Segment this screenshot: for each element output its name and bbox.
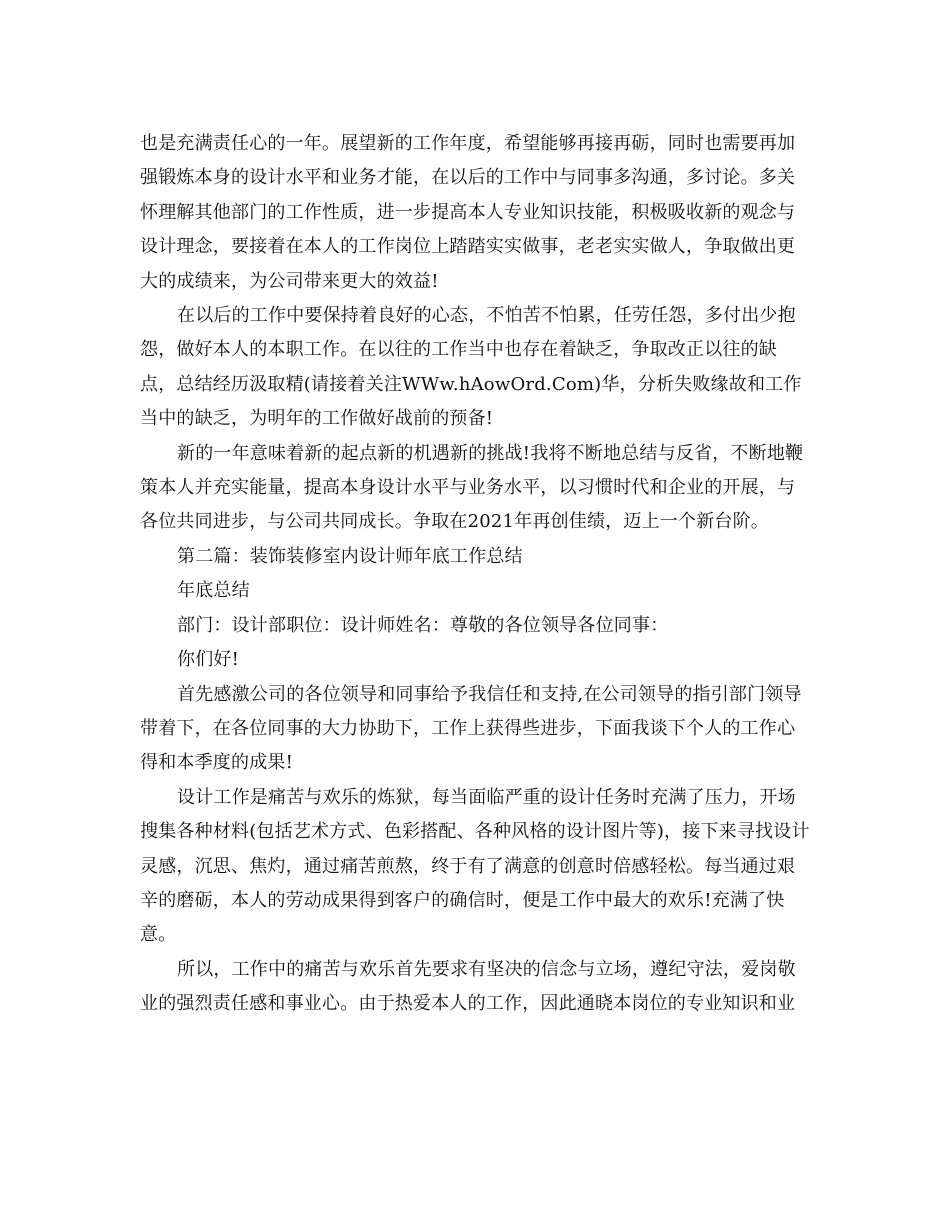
subtitle: 年底总结: [177, 580, 250, 602]
section-heading: 第二篇：装饰装修室内设计师年底工作总结: [177, 545, 523, 567]
paragraph-6: 所以，工作中的痛苦与欢乐首先要求有坚决的信念与立场，遵纪守法，爱岗敬业的强烈责任感和事业心。由于热爱本人的工作，因此通晓本岗位的专业知识和业: [140, 958, 796, 1015]
header-info-line: 部门：设计部职位：设计师姓名：尊敬的各位领导各位同事：: [177, 614, 669, 636]
paragraph-3: 新的一年意味着新的起点新的机遇新的挑战!我将不断地总结与反省，不断地鞭策本人并充实能量，提高本身设计水平与业务水平，以习惯时代和企业的开展，与各位共同进步，与公司共同成长。争取在2021年再创佳绩，迈上一个新台阶。: [140, 442, 804, 533]
paragraph-4: 首先感激公司的各位领导和同事给予我信任和支持,在公司领导的指引部门领导带着下，在各位同事的大力协助下，工作上获得些进步，下面我谈下个人的工作心得和本季度的成果!: [140, 683, 802, 774]
paragraph-5: 设计工作是痛苦与欢乐的炼狱，每当面临严重的设计任务时充满了压力，开场搜集各种材料(包括艺术方式、色彩搭配、各种风格的设计图片等)，接下来寻找设计灵感，沉思、焦灼，通过痛苦煎熬，终于有了满意的创意时倍感轻松。每当通过艰辛的磨砺，本人的劳动成果得到客户的确信时，便是工作中最大的欢乐!充满了快意。: [140, 786, 810, 946]
greeting: 你们好!: [177, 649, 240, 671]
paragraph-2: 在以后的工作中要保持着良好的心态，不怕苦不怕累，任劳任怨，多付出少抱怨，做好本人的本职工作。在以往的工作当中也存在着缺乏，争取改正以往的缺点，总结经历汲取精(请接着关注WWw.hAowOrd.Com)华，分析失败缘故和工作当中的缺乏，为明年的工作做好战前的预备!: [140, 305, 802, 430]
document-body: [140, 127, 812, 1022]
paragraph-1: 也是充满责任心的一年。展望新的工作年度，希望能够再接再砺，同时也需要再加强锻炼本身的设计水平和业务才能，在以后的工作中与同事多沟通，多讨论。多关怀理解其他部门的工作性质，进一步提高本人专业知识技能，积极吸收新的观念与设计理念，要接着在本人的工作岗位上踏踏实实做事，老老实实做人，争取做出更大的成绩来，为公司带来更大的效益!: [140, 133, 796, 292]
